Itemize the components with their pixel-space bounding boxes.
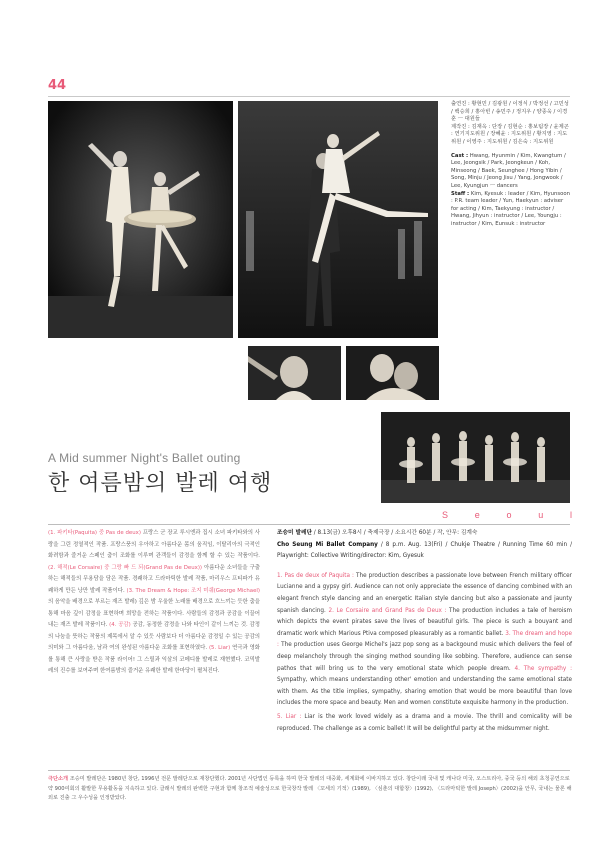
en-piece-1-text: The production describes a passionate love between French military officer Lucianne and a gypsy girl. Audience can not only appreciate the essence of dancing combined with an elegant french style dancing and an energetic Italian style dancing but also a passionate and jaunty spanish dancing. [277,572,572,614]
ko-piece-5-text: 연극과 영화를 통해 큰 사랑을 받은 작품 라이어! 그 스릴과 익살의 코메디를 발레로 재현했다. 코믹발레의 진수를 보여주며 한여름밤의 즐거운 유쾌한 발레 한마당이 펼쳐진다. [48,645,260,674]
photo-dancer-closeup-2 [346,346,439,400]
ko-piece-2-text: 아름다운 소녀들을 구출하는 해적들의 무용담을 담은 작품. 경쾌하고 드라마틱한 발레 작품, 마리우스 프티파가 유쾌하게 만든 낭만 발레 작품이다. [48,564,260,594]
top-rule [48,96,570,97]
en-piece-5-title: 5. Liar : [277,713,302,720]
city-label [442,510,572,520]
cast-en: Hwang, Hyunmin / Kim, Kwangtum / Lee, Jeongsik / Park, Jeongkeun / Koh, Minseong / Baek, Seunghee / Hong Yibin / Song, Minju / Jeong Jisu / Yang, Jongwook / Lee, Kyungjun ㅡ dancers [451,152,566,189]
company-intro-text: 조승미 발레단은 1980년 창단, 1996년 전문 발레단으로 재창단했다. 2001년 사단법인 등록을 하며 한국 발레의 대중화, 세계화에 이바지하고 있다. 창단이래 국내 및 캐나다 미국, 오스트리아, 중국 등의 해외 초청공연으로 약 900여회의 활발한 무용활동을 지속하고 있다. 클래식 발레의 완벽한 구현과 함께 창조적 예술성으로 한국창작 발레 〈꼬세의 기적〉(1989), 〈심춘의 대합창〉(1992), 〈드라마틱한 발레 Joseph〉(2002)을 안무, 국내는 물론 해외로 진출 그 우수성을 인정받았다. [48,776,572,801]
en-piece-4-text: Sympathy, which means understanding other' emotion and understanding the same emotional state with them. As the title implies, sympathy, sharing emotion that would be more beautiful than love includes the more space and beauty. Men and women constitute exquisite harmony in the production. [277,677,572,707]
ko-piece-1-text: 프랑스 군 장교 루시엔과 집시 소녀 파키타와의 사랑을 그린 정열적인 작품. 프랑스풍의 우아하고 아름다운 몸의 움직임, 이탈리아의 극적인 화려함과 즐거운 스페인 춤이 조화를 이루며 관객들이 감정을 함께 할 수 있는 작품이다. [48,530,260,559]
en-piece-2-text: The production includes a tale of heroism which depicts the event pirates save the lives of beautiful girls. The piece is such a bouyant and dramatic work which Marious Ptiva composed pleasurably as a romantic ballet. [277,607,572,637]
ko-piece-1-title: (1. 파키타(Paquita) 중 Pas de deux) [48,530,141,536]
korean-body [48,528,260,678]
company-name-ko: 조승미 발레단 [277,530,312,536]
city-letter: e [474,510,480,520]
ko-piece-3-title: (3. The Dream & Hope: 조지 미쉐(George Michael) [126,587,260,594]
city-letter: l [570,510,572,520]
en-piece-5-text: Liar is the work loved widely as a drama and a movie. The thrill and comicality will be reproduced. The challenge as a comic ballet! It will be delightful party at the midsummer night. [277,713,573,732]
performance-info-en: / 8 p.m. Aug. 13(Fri) / Chukje Theatre / Running Time 60 min / Playwright: Collective Writing/director: Kim, Gyesuk [277,541,573,560]
company-name-en: Cho Seung Mi Ballet Company [277,541,378,548]
company-intro-label: 극단소개 [48,776,69,782]
cast-ko: 출연진 : 황현민 / 김광원 / 이정식 / 박정선 / 고민성 / 백승희 / 홍아빈 / 송민주 / 정지우 / 양종욱 / 이경훈 ㅡ 대원들 [451,101,569,123]
ko-piece-2-title: (2. 해적(Le Corsaire) 중 그랑 빠 드 되(Grand Pas de Deux)) [48,564,203,571]
en-piece-3-title: 3. The dream and hope : [277,630,572,649]
staff-en-label: Staff : [451,190,470,197]
photo-paquita-duet [48,101,233,338]
city-letter: u [538,510,544,520]
en-piece-4-title: 4. The sympathy : [510,665,572,672]
ko-piece-4-title: (4. 공감) [109,622,131,628]
city-letter: o [506,510,512,520]
en-piece-3-text: The production uses George Michel's jazz pop song as a backgound music which delivers the feel of deep melancholy through the singing method sounding like sobbing. Therefore, audience can sense pathos that will bring us to the very emotional state which people dream. [277,642,572,672]
ko-piece-3-text: 의 음악을 배경으로 부르는 재즈 발레) 깊은 밤 우울한 노래를 배경으로 흐느끼는 듯한 춤을 통해 마음 깊이 감정을 표현하며 희망을 전하는 작품이다. 사람들의 감정과 공감을 이끌어내는 재즈 발레 작품이다. [48,599,260,628]
cast-en-label: Cast : [451,152,469,159]
bottom-rule [48,770,570,771]
city-letter: S [442,510,449,520]
ko-piece-5-title: (5. Liar) [208,645,231,651]
performance-header [277,528,572,563]
photo-corsaire-lift [238,101,438,338]
article-subtitle-en: A Mid summer Night's Ballet outing [48,451,241,465]
middle-rule [48,524,570,525]
english-body [277,528,572,737]
en-piece-2-title: 2. Le Corsaire and Grand Pas de Deux : [325,607,447,614]
credits-panel [451,101,572,235]
ko-piece-4-text: 공감, 동정한 감정을 나와 타인이 같이 느끼는 것. 감정의 나눔을 뜻하는 작품의 제목에서 알 수 있듯 사람보다 더 아름다운 감정일 수 있는 공감의 의미와 그 아름다움, 남과 여의 완성된 아름다운 조화를 표현하였다. [48,622,260,651]
page-number: 44 [48,78,67,93]
photo-dancer-closeup-1 [248,346,341,400]
en-piece-1-title: 1. Pas de deux of Paquita : [277,572,354,579]
article-title-ko: 한 여름밤의 발레 여행 [48,471,273,496]
company-introduction [48,775,572,804]
photo-ensemble-scene [381,412,570,503]
performance-info-ko: / 8.13(금) 오후8시 / 축제극장 / 소요시간 60분 / 작, 안무: 김계숙 [311,530,478,536]
staff-ko: 제작진 : 김재옥 : 단장 / 김현순 : 홍보팀장 / 윤제곤 : 연기지도위원 / 장혜윤 : 지도위원 / 황지영 : 지도위원 / 이영주 : 지도위원 / 김은숙 : 지도위원 [451,123,569,145]
staff-en: Kim, Kyesuk : leader / Kim, Hyunsoon : P.R. team leader / Yun, Haekyun : adviser for acting / Kim, Taekyung : instructor / Hwang, Jihyun : instructor / Lee, Youngju : instructor / Kim, Eunsuk : instructor [451,190,570,227]
